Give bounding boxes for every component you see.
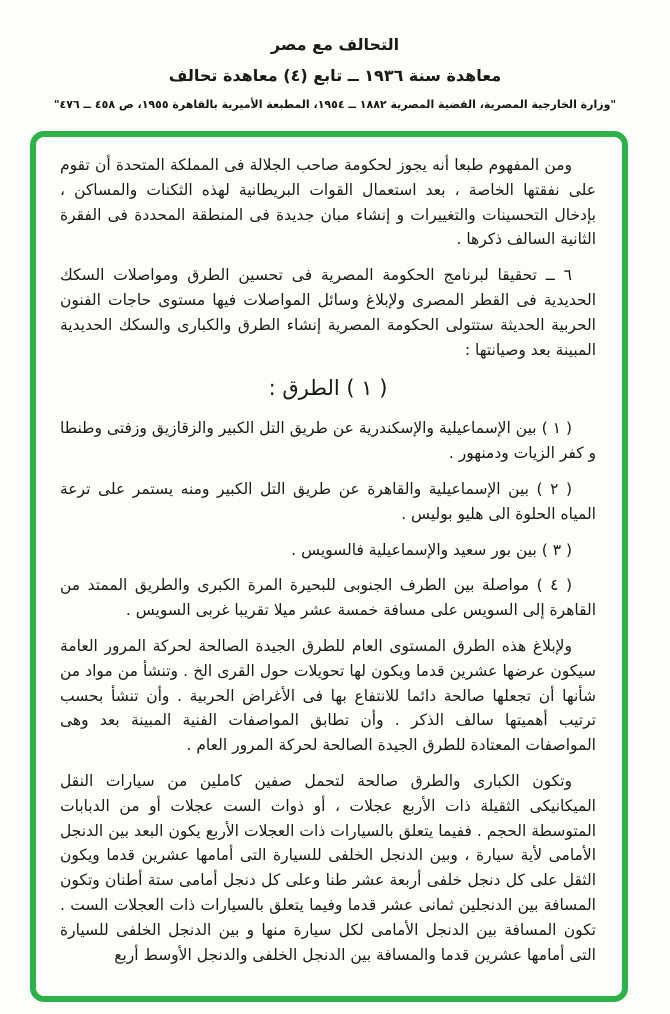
road-item-4: ( ٤ ) مواصلة بين الطرف الجنوبى للبحيرة المرة الكبرى والطريق الممتد من القاهرة إلى السويس على مسافة خمسة عشر ميلا تقريبا غربى السويس . — [60, 576, 596, 620]
section-heading-roads: ( ١ ) الطرق : — [268, 376, 388, 401]
paragraph-understanding-clause: ومن المفهوم طبعا أنه يجوز لحكومة صاحب الجلالة فى المملكة المتحدة أن تقوم على نفقتها الخاصة ، بعد استعمال القوات البريطانية لهذه الثكنات والمساكن ، بإدخال التحسينات والتغييرات و إنشاء مبان جديدة فى المنطقة المحددة فى الفقرة الثانية السالف ذكرها . — [60, 156, 596, 249]
road-item-3: ( ٣ ) بين بور سعيد والإسماعيلية فالسويس . — [291, 540, 572, 559]
highlighted-treaty-text-box — [30, 131, 628, 1002]
paragraph-bridges-load-capacity: وتكون الكبارى والطرق صالحة لتحمل صفين كاملين من سيارات النقل الميكانيكى الثقيلة ذات الأربع عجلات ، أو ذوات الست عجلات أو من الدبابات المتوسطة الحجم . ففيما يتعلق بالسيارات ذات العجلات الأربع يكون البعد بين الدنجل الأمامى لأية سيارة ، وبين الدنجل الخلفى للسيارة التى أمامها عشرين قدما ويكون الثقل على كل دنجل خلفى أربعة عشر طنا وعلى كل دنجل أمامى ستة أطنان وتكون المسافة بين الدنجلين ثمانى عشر قدما وفيما يتعلق بالسيارات ذات العجلات الست . تكون المسافة بين الدنجل الأمامى لكل سيارة منها و بين الدنجل الخلفى للسيارة التى أمامها عشرين قدما والمسافة بين الدنجل الخلفى والدنجل الأوسط أربع — [60, 771, 596, 964]
treaty-subtitle: معاهدة سنة ١٩٣٦ ــ تابع (٤) معاهدة تحالف — [168, 66, 502, 86]
paragraph-road-specifications: ولإبلاغ هذه الطرق المستوى العام للطرق الجيدة الصالحة لحركة المرور العامة سيكون عرضها عشرين قدما ويكون لها تحويلات حول القرى الخ . وتنشأ من مواد من شأنها أن تجعلها صالحة دائما للانتفاع بها فى الأغراض الحربية . وأن تنشأ بحسب ترتيب أهميتها سالف الذكر . وأن تطابق المواصفات الفنية المبينة بعد وهى المواصفات المعتادة للطرق الجيدة الصالحة لحركة المرور العام . — [60, 636, 596, 755]
road-item-2: ( ٢ ) بين الإسماعيلية والقاهرة عن طريق التل الكبير ومنه يستمر على ترعة المياه الحلوة الى هليو بوليس . — [60, 479, 596, 523]
road-item-1: ( ١ ) بين الإسماعيلية والإسكندرية عن طريق التل الكبير والزقازيق وزفتى وطنطا و كفر الزيات ودمنهور . — [60, 419, 596, 463]
document-header — [0, 0, 670, 111]
paragraph-clause-6: ٦ ــ تحقيقا لبرنامج الحكومة المصرية فى تحسين الطرق ومواصلات السكك الحديدية فى القطر المصرى ولإبلاغ وسائل المواصلات فيها مستوى حاجات الفنون الحربية الحديثة ستتولى الحكومة المصرية إنشاء الطرق والكبارى والسكك الحديدية المبينة بعد وصيانتها : — [60, 266, 596, 359]
page-title: التحالف مع مصر — [270, 35, 400, 54]
source-citation: "وزارة الخارجية المصرية، القضية المصرية ١٨٨٢ ــ ١٩٥٤، المطبعة الأميرية بالقاهرة ١٩٥٥، ص ٤٥٨ ــ ٤٧٦" — [53, 97, 617, 111]
